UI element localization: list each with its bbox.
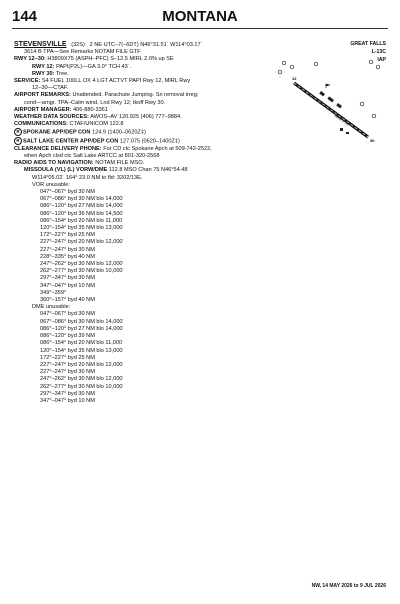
- clearance-delivery-cont: when Apch clsd ctc Salt Lake ARTCC at 801-320-2568: [24, 153, 160, 160]
- dme-unusable-item: 227°–247° byd 20 NM blo 12,000´: [40, 361, 125, 368]
- airport-name: STEVENSVILLE: [14, 41, 67, 48]
- salt-lake-center: R SALT LAKE CENTER APP/DEP CON 127.075 (0620–1400Z‡): [14, 137, 272, 146]
- runway-end-30: 30: [370, 138, 375, 143]
- windsock-icon: [326, 84, 330, 88]
- runway-12: RWY 12: PAPI(P2L)—GA 3.0° TCH 43´.: [32, 63, 132, 70]
- dme-unusable-item: 086°–154° byd 20 NM blo 11,000´: [40, 340, 124, 347]
- vor-unusable-item: 227°–247° byd 20 NM blo 12,000´: [40, 239, 125, 246]
- dme-unusable-item: 247°–262° byd 30 NM blo 12,000´: [40, 376, 125, 383]
- vor-unusable-item: 047°–067° byd 30 NM: [40, 189, 95, 196]
- radio-aids: RADIO AIDS TO NAVIGATION: NOTAM FILE MSO.: [14, 160, 145, 167]
- runway-12-30-diagram: [294, 83, 368, 137]
- airport-elevation-line: 3614 B TPA—See Remarks NOTAM FILE GTF: [24, 49, 141, 56]
- page-header: [12, 8, 388, 28]
- dme-unusable-item: 047°–067° byd 30 NM: [40, 311, 95, 318]
- vor-unusable-item: 227°–247° byd 30 NM: [40, 246, 95, 253]
- page-footer: NW, 14 MAY 2026 to 9 JUL 2026: [311, 583, 386, 589]
- runway-end-12: 12: [292, 76, 297, 81]
- runway-30: RWY 30: Tree.: [32, 70, 69, 77]
- vor-unusable-item: 228°–335° byd 40 NM: [40, 253, 95, 260]
- weather-sources: WEATHER DATA SOURCES: AWOS–AV 120.925 (406) 777–9884.: [14, 114, 182, 121]
- dme-unusable-item: 227°–247° byd 30 NM: [40, 369, 95, 376]
- airport-heading: [14, 41, 272, 49]
- airport-manager: AIRPORT MANAGER: 406-880-3361: [14, 106, 108, 113]
- airport-id: (32S): [71, 42, 85, 48]
- vor-unusable-item: 086°–120° byd 36 NM blo 14,500´: [40, 210, 125, 217]
- airport-remarks-cont: cond—arngr. TPA–Calm wind. Lnd Rwy 12; tkoff Rwy 30.: [24, 99, 166, 106]
- airport-location: 2 NE UTC–7(–6DT) N46°31.51´ W114°03.17´: [89, 42, 203, 48]
- dme-unusable-item: 172°–227° byd 25 NM: [40, 354, 95, 361]
- vor-unusable-item: 086°–154° byd 20 NM blo 11,000´: [40, 217, 124, 224]
- iap-label: IAP: [377, 57, 386, 63]
- vor-unusable-item: 086°–120° byd 27 NM blo 14,000´: [40, 203, 125, 210]
- vor-unusable-item: 297°–347° byd 30 NM: [40, 275, 95, 282]
- radar-icon: R: [14, 128, 22, 136]
- vor-unusable-item: 262°–277° byd 30 NM blo 10,000´: [40, 268, 125, 275]
- vor-unusable-item: 247°–262° byd 30 NM blo 12,000´: [40, 261, 125, 268]
- airport-diagram: [276, 58, 386, 158]
- page-number: 144: [12, 8, 38, 25]
- dme-unusable-item: 347°–047° byd 10 NM: [40, 397, 95, 404]
- vor-unusable-item: 360°–157° byd 40 NM: [40, 297, 95, 304]
- dme-unusable-item: 120°–154° byd 35 NM blo 13,000´: [40, 347, 125, 354]
- dme-unusable-item: 067°–086° byd 30 NM blo 14,000´: [40, 318, 125, 325]
- vor-unusable-item: 349°–359°: [40, 289, 67, 296]
- chart-label: L-13C: [371, 49, 386, 55]
- vor-unusable-item: 120°–154° byd 35 NM blo 13,000´: [40, 225, 125, 232]
- sectional-label: GREAT FALLS: [350, 41, 386, 47]
- vortac-line-cont: W114°05.02´ 164° 23.0 NM to fld: 3202/13E.: [32, 174, 143, 181]
- dme-unusable-item: 297°–347° byd 30 NM: [40, 390, 95, 397]
- airport-entry: [14, 41, 272, 405]
- vor-unusable-item: 067°–086° byd 30 NM blo 14,000´: [40, 196, 125, 203]
- radar-icon: R: [14, 137, 22, 145]
- service-line-cont: 12–30—CTAF.: [32, 85, 69, 92]
- dme-unusable-label: DME unusable:: [32, 304, 71, 311]
- vor-unusable-item: 347°–047° byd 10 NM: [40, 282, 95, 289]
- runway-12-30: RWY 12–30: H3809X75 (ASPH–PFC) S–12.5 MIRL 2.0% up SE: [14, 56, 174, 63]
- communications: COMMUNICATIONS: CTAF/UNICOM 122.8: [14, 121, 124, 128]
- vor-unusable-list: [14, 189, 272, 304]
- airport-remarks: AIRPORT REMARKS: Unattended. Parachute Jumping. Sn removal irreg;: [14, 92, 199, 99]
- runway-dimensions: 3809 X 75: [333, 113, 350, 127]
- spokane-approach: R SPOKANE APP/DEP CON 124.9 (1400–0620Z‡): [14, 128, 272, 137]
- vortac-line: MISSOULA (VL) (L) VORW/DME 112.8 MSO Chan 75 N46°54.48´: [24, 167, 190, 174]
- dme-unusable-list: [14, 311, 272, 405]
- dme-unusable-item: 086°–120° byd 39 NM: [40, 333, 95, 340]
- state-title: MONTANA: [162, 8, 238, 25]
- vor-unusable-item: 172°–227° byd 25 NM: [40, 232, 95, 239]
- dme-unusable-item: 086°–120° byd 27 NM blo 14,000´: [40, 325, 125, 332]
- dme-unusable-item: 262°–277° byd 30 NM blo 10,000´: [40, 383, 125, 390]
- header-rule: [12, 28, 388, 29]
- service-line: SERVICE: S4 FUEL 100LL OX 4 LGT ACTVT PAPI Rwy 12, MIRL Rwy: [14, 78, 191, 85]
- vor-unusable-label: VOR unusable:: [32, 181, 70, 188]
- clearance-delivery: CLEARANCE DELIVERY PHONE: For CD ctc Spokane Apch at 509-742-2522,: [14, 145, 212, 152]
